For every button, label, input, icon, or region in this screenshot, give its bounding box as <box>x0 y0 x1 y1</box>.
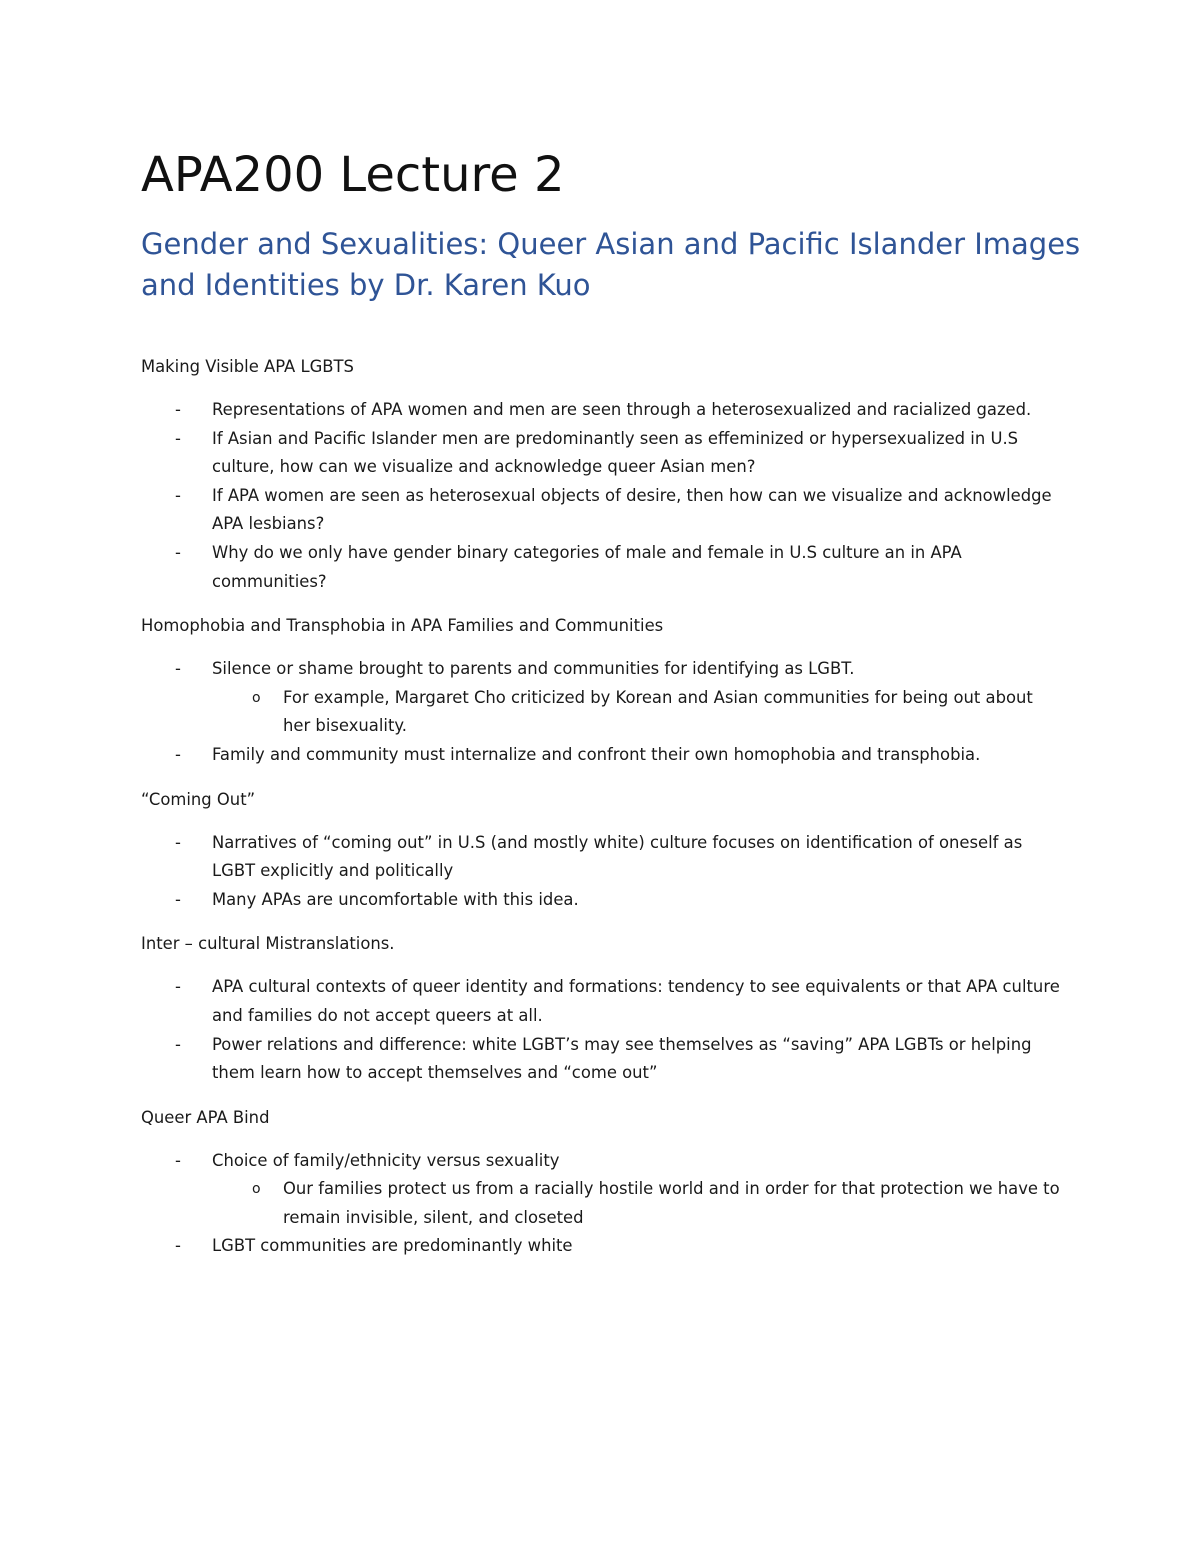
dash-marker: - <box>175 889 181 909</box>
section-making-visible <box>141 352 1061 596</box>
dash-marker: - <box>175 542 181 562</box>
list-item <box>141 396 1061 425</box>
list-item <box>141 886 1061 915</box>
dash-marker: - <box>175 1034 181 1054</box>
list-item-text: Silence or shame brought to parents and communities for identifying as LGBT. <box>212 659 855 679</box>
list-item <box>141 1031 1061 1088</box>
list-item-text: Representations of APA women and men are seen through a heterosexualized and racialized gazed. <box>212 400 1032 419</box>
list-item <box>141 973 1061 1030</box>
list-item <box>141 482 1061 539</box>
bullet-list <box>141 655 1061 769</box>
sub-list-item <box>212 684 1061 741</box>
section-queer-apa-bind <box>141 1103 1061 1261</box>
sub-list-item-text: For example, Margaret Cho criticized by Korean and Asian communities for being out about her bisexuality. <box>283 687 1033 736</box>
section-heading: Making Visible APA LGBTS <box>141 357 354 376</box>
dash-marker: - <box>175 1236 181 1256</box>
list-item <box>141 425 1061 482</box>
list-item <box>141 1232 1061 1261</box>
list-item-text: Family and community must internalize and confront their own homophobia and transphobia. <box>212 744 981 764</box>
section-inter-cultural <box>141 929 1061 1087</box>
section-coming-out <box>141 785 1061 915</box>
list-item <box>141 655 1061 741</box>
document-title: APA200 Lecture 2 <box>141 147 565 203</box>
bullet-list <box>141 396 1061 596</box>
list-item-text: Why do we only have gender binary categories of male and female in U.S culture an in APA communities? <box>212 542 962 591</box>
list-item-text: If APA women are seen as heterosexual objects of desire, then how can we visualize and acknowledge APA lesbians? <box>212 485 1052 534</box>
list-item <box>141 1147 1061 1233</box>
bullet-list <box>141 829 1061 915</box>
list-item-text: Narratives of “coming out” in U.S (and mostly white) culture focuses on identification of oneself as LGBT explicitly and politically <box>212 832 1023 881</box>
circle-marker: o <box>252 1181 261 1198</box>
list-item-text: APA cultural contexts of queer identity and formations: tendency to see equivalents or that APA culture and families do not accept queers at all. <box>212 977 1060 1025</box>
dash-marker: - <box>175 659 181 679</box>
dash-marker: - <box>175 400 181 419</box>
bullet-list <box>141 1147 1061 1261</box>
list-item <box>141 829 1061 886</box>
list-item-text: Many APAs are uncomfortable with this idea. <box>212 889 579 909</box>
list-item-text: Power relations and difference: white LGBT’s may see themselves as “saving” APA LGBTs or helping them learn how to accept themselves and “come out” <box>212 1034 1032 1083</box>
section-heading: “Coming Out” <box>141 789 256 809</box>
section-homophobia-transphobia <box>141 611 1061 769</box>
dash-marker: - <box>175 744 181 764</box>
dash-marker: - <box>175 428 181 448</box>
document-subtitle: Gender and Sexualities: Queer Asian and Pacific Islander Images and Identities by Dr. Karen Kuo <box>141 227 1081 302</box>
sub-bullet-list <box>212 684 1061 741</box>
sub-bullet-list <box>212 1175 1061 1232</box>
bullet-list <box>141 973 1061 1087</box>
list-item-text: If Asian and Pacific Islander men are predominantly seen as effeminized or hypersexualized in U.S culture, how can we visualize and acknowledge queer Asian men? <box>212 428 1019 477</box>
dash-marker: - <box>175 485 181 505</box>
list-item-text: LGBT communities are predominantly white <box>212 1236 573 1256</box>
section-heading: Homophobia and Transphobia in APA Families and Communities <box>141 616 664 636</box>
list-item <box>141 741 1061 770</box>
list-item-text: Choice of family/ethnicity versus sexuality <box>212 1150 560 1170</box>
dash-marker: - <box>175 832 181 852</box>
list-item <box>141 539 1061 596</box>
document-body <box>141 352 1061 1276</box>
section-heading: Queer APA Bind <box>141 1107 270 1127</box>
circle-marker: o <box>252 689 261 706</box>
sub-list-item <box>212 1175 1061 1232</box>
sub-list-item-text: Our families protect us from a racially hostile world and in order for that protection we have to remain invisible, silent, and closeted <box>283 1179 1060 1227</box>
dash-marker: - <box>175 977 181 997</box>
section-heading: Inter – cultural Mistranslations. <box>141 934 395 954</box>
dash-marker: - <box>175 1150 181 1170</box>
